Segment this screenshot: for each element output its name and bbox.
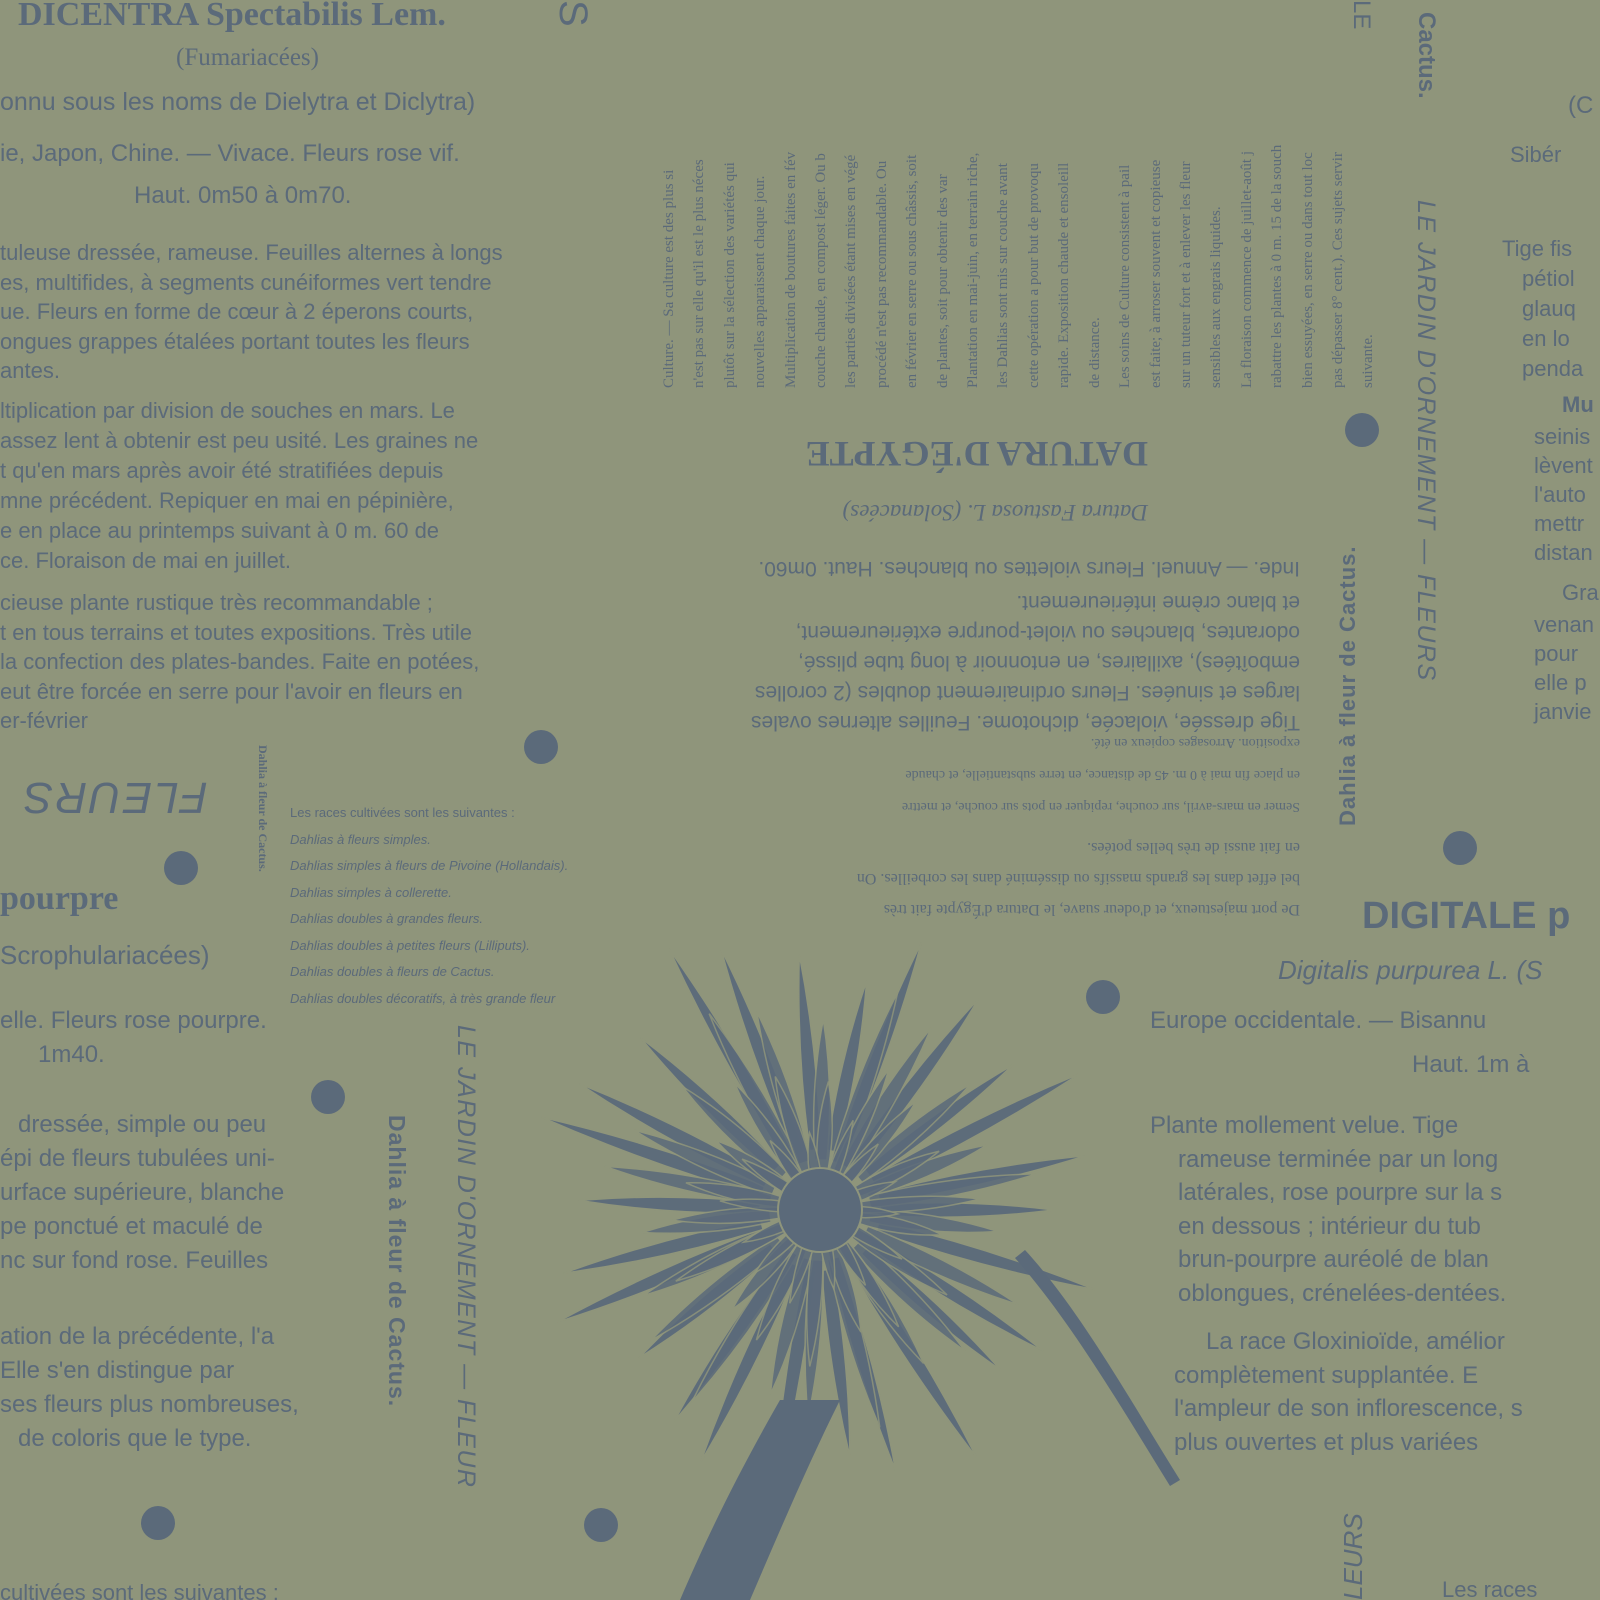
text-line: pétiol xyxy=(1522,266,1575,291)
fleurs-fragment-bottom: LEURS xyxy=(1338,1513,1368,1600)
jardin-running-head-center: LE JARDIN D'ORNEMENT — FLEUR xyxy=(452,1025,480,1489)
text-line: ses fleurs plus nombreuses, xyxy=(0,1391,299,1418)
decorative-dot xyxy=(1345,413,1379,447)
text-line: ongues grappes étalées portant toutes les fleurs xyxy=(0,328,470,354)
datura-article xyxy=(608,405,1328,925)
text-line: Culture. — Sa culture est des plus si xyxy=(661,169,677,388)
text-line: complètement supplantée. E xyxy=(1174,1361,1479,1389)
flower-center xyxy=(778,1168,862,1252)
text-line: tuleuse dressée, rameuse. Feuilles alternes à longs xyxy=(0,240,503,265)
top-edge-fragment: S xyxy=(551,0,595,27)
text-line: Elle s'en distingue par xyxy=(0,1357,235,1384)
text-line: Semer en mars-avril, sur couche, repiquer en pots sur couche, et mettre xyxy=(901,799,1300,814)
text-line: ce. Floraison de mai en juillet. xyxy=(0,548,292,573)
right-edge-lines-2 xyxy=(1534,422,1593,567)
text-line: Les soins de Culture consistent à pail xyxy=(1117,164,1134,388)
text-line: de coloris que le type. xyxy=(18,1425,252,1452)
article-lines-2 xyxy=(0,1108,284,1278)
decorative-dot xyxy=(1443,831,1477,865)
text-line: urface supérieure, blanche xyxy=(0,1179,285,1206)
text-line: nouvelles apparaissent chaque jour. xyxy=(752,175,769,388)
text-line: venan xyxy=(1534,612,1594,637)
cactus-fragment: Cactus. xyxy=(1413,12,1440,99)
decorative-dot xyxy=(311,1080,345,1114)
dicentra-family: (Fumariacées) xyxy=(176,44,319,71)
text-line: en lo xyxy=(1522,326,1570,351)
digitale-subtitle: Digitalis purpurea L. (S xyxy=(1278,955,1543,985)
text-line: exposition. Arrosages copieux en été. xyxy=(1090,735,1300,750)
text-line: rapide. Exposition chaude et ensoleill xyxy=(1056,162,1073,388)
dahlia-caption-center: Dahlia à fleur de Cactus. xyxy=(384,1115,410,1408)
text-line: dressée, simple ou peu xyxy=(18,1111,267,1138)
decorative-dot xyxy=(1086,980,1120,1014)
text-line: brun-pourpre auréolé de blan xyxy=(1178,1246,1489,1273)
text-line: cette opération a pour but de provoqu xyxy=(1025,163,1042,388)
text-line: De port majestueux, et d'odeur suave, le Datura d'Égypte fait très xyxy=(883,901,1300,918)
text-line: Plante mollement velue. Tige xyxy=(1150,1112,1459,1139)
text-line: sensibles aux engrais liquides. xyxy=(1208,206,1225,388)
text-line: elle. Fleurs rose pourpre. xyxy=(0,1007,267,1034)
text-line: janvie xyxy=(1534,699,1592,724)
text-line: larges et sinuées. Fleurs ordinairement doubles (2 corolles xyxy=(754,681,1300,704)
text-line: et blanc crème intérieurement. xyxy=(1016,591,1300,614)
digitale-title: DIGITALE p xyxy=(1362,895,1571,937)
text-line: en place fin mai à 0 m. 45 de distance, en terre substantielle, et chaude xyxy=(905,767,1300,782)
text-line: glauq xyxy=(1522,296,1576,321)
text-line: pas dépasser 8° cent.). Ces sujets servir xyxy=(1329,152,1346,388)
article-title: pourpre xyxy=(0,880,119,917)
text-line: (C xyxy=(1568,92,1594,119)
text-line: Plantation en mai-juin, en terrain riche, xyxy=(965,152,982,388)
text-line: ue. Fleurs en forme de cœur à 2 éperons courts, xyxy=(0,299,474,324)
text-line: Gra xyxy=(1562,580,1599,605)
text-line: mne précédent. Repiquer en mai en pépinière, xyxy=(0,488,454,513)
text-line: en février en serre ou sous châssis, soit xyxy=(904,154,921,388)
dicentra-note xyxy=(0,588,479,736)
text-line: les parties divisées étant mises en végé xyxy=(843,154,860,388)
text-line: t en tous terrains et toutes expositions. Très utile xyxy=(0,619,473,645)
list-item: Dahlias à fleurs simples. xyxy=(290,831,431,847)
jardin-running-head-right: LE JARDIN D'ORNEMENT — FLEURS xyxy=(1412,200,1440,682)
list-item: Dahlias doubles décoratifs, à très grande fleur xyxy=(290,990,556,1006)
dicentra-height: Haut. 0m50 à 0m70. xyxy=(134,182,352,209)
text-line: de plantes, soit pour obtenir des var xyxy=(934,174,951,388)
decorative-dot xyxy=(164,851,198,885)
datura-title: DATURA D'ÉGYPTE xyxy=(805,434,1148,474)
text-line: Multiplication de boutures faites en fév xyxy=(782,151,799,388)
text-line: les Dahlias sont mis sur couche avant xyxy=(995,163,1012,388)
text-line: e en place au printemps suivant à 0 m. 60 de xyxy=(0,518,440,543)
text-line: pour xyxy=(1534,641,1579,666)
text-line: épi de fleurs tubulées uni- xyxy=(0,1145,275,1172)
article-lines-3 xyxy=(0,1320,299,1456)
text-line: de distance. xyxy=(1086,317,1103,388)
article-family: Scrophulariacées) xyxy=(0,940,210,970)
decorative-dot xyxy=(584,1508,618,1542)
text-line: est faite; à arroser souvent et copieuse xyxy=(1147,159,1164,388)
text-line: en dessous ; intérieur du tub xyxy=(1178,1212,1481,1240)
text-line: bel effet dans les grands massifs ou disséminé dans les corbeilles. On xyxy=(856,870,1300,887)
text-line: distan xyxy=(1534,540,1593,565)
text-line: seinis xyxy=(1534,424,1591,449)
digitale-origin: Europe occidentale. — Bisannu xyxy=(1150,1007,1487,1034)
decorative-dot xyxy=(141,1506,175,1540)
right-edge-lines-3 xyxy=(1534,610,1594,726)
dahlia-flower-illustration xyxy=(480,880,1240,1600)
text-line: latérales, rose pourpre sur la s xyxy=(1178,1179,1503,1206)
article-lines-1 xyxy=(0,1004,267,1072)
text-line: suivante. xyxy=(1360,334,1377,388)
text-line: procédé n'est pas recommandable. Ou xyxy=(873,160,890,388)
text-line: plus ouvertes et plus variées xyxy=(1174,1428,1479,1456)
text-line: bien essuyées, en serre ou dans tout loc xyxy=(1299,152,1316,388)
text-line: en fait aussi de très belles potées. xyxy=(1087,839,1300,856)
fleurs-heading-inverted: FLEURS xyxy=(22,773,208,822)
text-line: antes. xyxy=(0,358,60,383)
digitale-height: Haut. 1m à xyxy=(1412,1051,1530,1078)
text-line: penda xyxy=(1522,356,1584,381)
datura-culture xyxy=(902,726,1300,822)
text-line: nc sur fond rose. Feuilles xyxy=(0,1247,269,1274)
text-line: odorantes, blanches ou violet-pourpre extérieurement, xyxy=(795,621,1300,644)
text-line: oblongues, crénelées-dentées. xyxy=(1178,1279,1507,1307)
dicentra-description xyxy=(0,238,503,386)
dahlia-caption-right: Dahlia à fleur de Cactus. xyxy=(1335,545,1360,826)
text-line: emboîtées), axillaires, en entonnoir à long tube plissé, xyxy=(798,651,1300,674)
text-line: es, multifides, à segments cunéiformes vert tendre xyxy=(0,269,492,295)
text-line: assez lent à obtenir est peu usité. Les graines ne xyxy=(0,428,479,453)
text-line: n'est pas sur elle qu'il est le plus néces xyxy=(691,159,708,388)
text-line: rameuse terminée par un long xyxy=(1178,1145,1499,1173)
text-line: Tige fis xyxy=(1502,236,1573,261)
text-line: rabattre les plantes à 0 m. 15 de la souch xyxy=(1269,144,1286,388)
dicentra-origin: ie, Japon, Chine. — Vivace. Fleurs rose vif. xyxy=(0,140,460,167)
text-line: l'auto xyxy=(1534,482,1586,507)
list-item: Dahlias doubles à petites fleurs (Lilliputs). xyxy=(290,937,530,953)
digitale-bottom-line: Les races xyxy=(1442,1577,1538,1600)
text-line: La race Gloxinioïde, amélior xyxy=(1206,1328,1505,1355)
text-line: la confection des plates-bandes. Faite en potées, xyxy=(0,649,480,674)
dicentra-multiplication xyxy=(0,396,478,576)
text-line: eut être forcée en serre pour l'avoir en fleurs en xyxy=(0,678,463,704)
text-line: t qu'en mars après avoir été stratifiées depuis xyxy=(0,458,444,483)
text-line: l'ampleur de son inflorescence, s xyxy=(1174,1395,1523,1422)
decorative-dot xyxy=(524,730,558,764)
text-line: sur un tuteur fort et à enlever les fleur xyxy=(1177,161,1194,388)
dicentra-title: DICENTRA Spectabilis Lem. xyxy=(18,0,446,33)
list-heading: Les races cultivées sont les suivantes : xyxy=(290,805,515,820)
text-line: Sibér xyxy=(1510,142,1562,167)
flower-stem xyxy=(1015,1250,1180,1486)
flower-sepal xyxy=(680,1400,840,1600)
le-fragment: LE xyxy=(1348,0,1375,30)
text-line: Mu xyxy=(1562,392,1594,417)
article-bottom-line: cultivées sont les suivantes : xyxy=(0,1580,279,1600)
text-line: cieuse plante rustique très recommandable ; xyxy=(0,590,433,615)
text-line: La floraison commence de juillet-août j xyxy=(1238,151,1255,388)
text-line: ation de la précédente, l'a xyxy=(0,1323,275,1350)
list-item: Dahlias simples à collerette. xyxy=(290,884,452,900)
dicentra-aka: onnu sous les noms de Dielytra et Diclytra) xyxy=(0,88,476,116)
text-line: plutôt sur la sélection des variétés qui xyxy=(721,162,738,388)
list-item: Dahlias doubles à fleurs de Cactus. xyxy=(290,964,495,979)
datura-subtitle: Datura Fastuosa L. (Solanacées) xyxy=(842,500,1148,525)
text-line: 1m40. xyxy=(38,1041,105,1068)
right-edge-lines-1 xyxy=(1502,234,1583,384)
text-line: er-février xyxy=(0,708,89,733)
text-line: lèvent xyxy=(1534,453,1593,478)
list-item: Dahlias simples à fleurs de Pivoine (Hollandais). xyxy=(290,858,569,873)
text-line: couche chaude, en compost léger. Ou b xyxy=(813,153,830,388)
list-item: Dahlias doubles à grandes fleurs. xyxy=(290,911,483,926)
text-line: ltiplication par division de souches en mars. Le xyxy=(0,398,455,423)
text-line: Tige dressée, violacée, dichotome. Feuilles alternes ovales xyxy=(750,711,1300,734)
dahlia-culture-text xyxy=(654,0,1384,388)
text-line: elle p xyxy=(1534,670,1587,695)
text-line: mettr xyxy=(1534,511,1585,536)
dahlia-caption-small: Dahlia à fleur de Cactus. xyxy=(256,745,270,872)
datura-origin: Inde. — Annuel. Fleurs violettes ou blanches. Haut. 0m60. xyxy=(758,557,1300,580)
datura-description xyxy=(751,587,1300,737)
text-line: pe ponctué et maculé de xyxy=(0,1213,263,1240)
